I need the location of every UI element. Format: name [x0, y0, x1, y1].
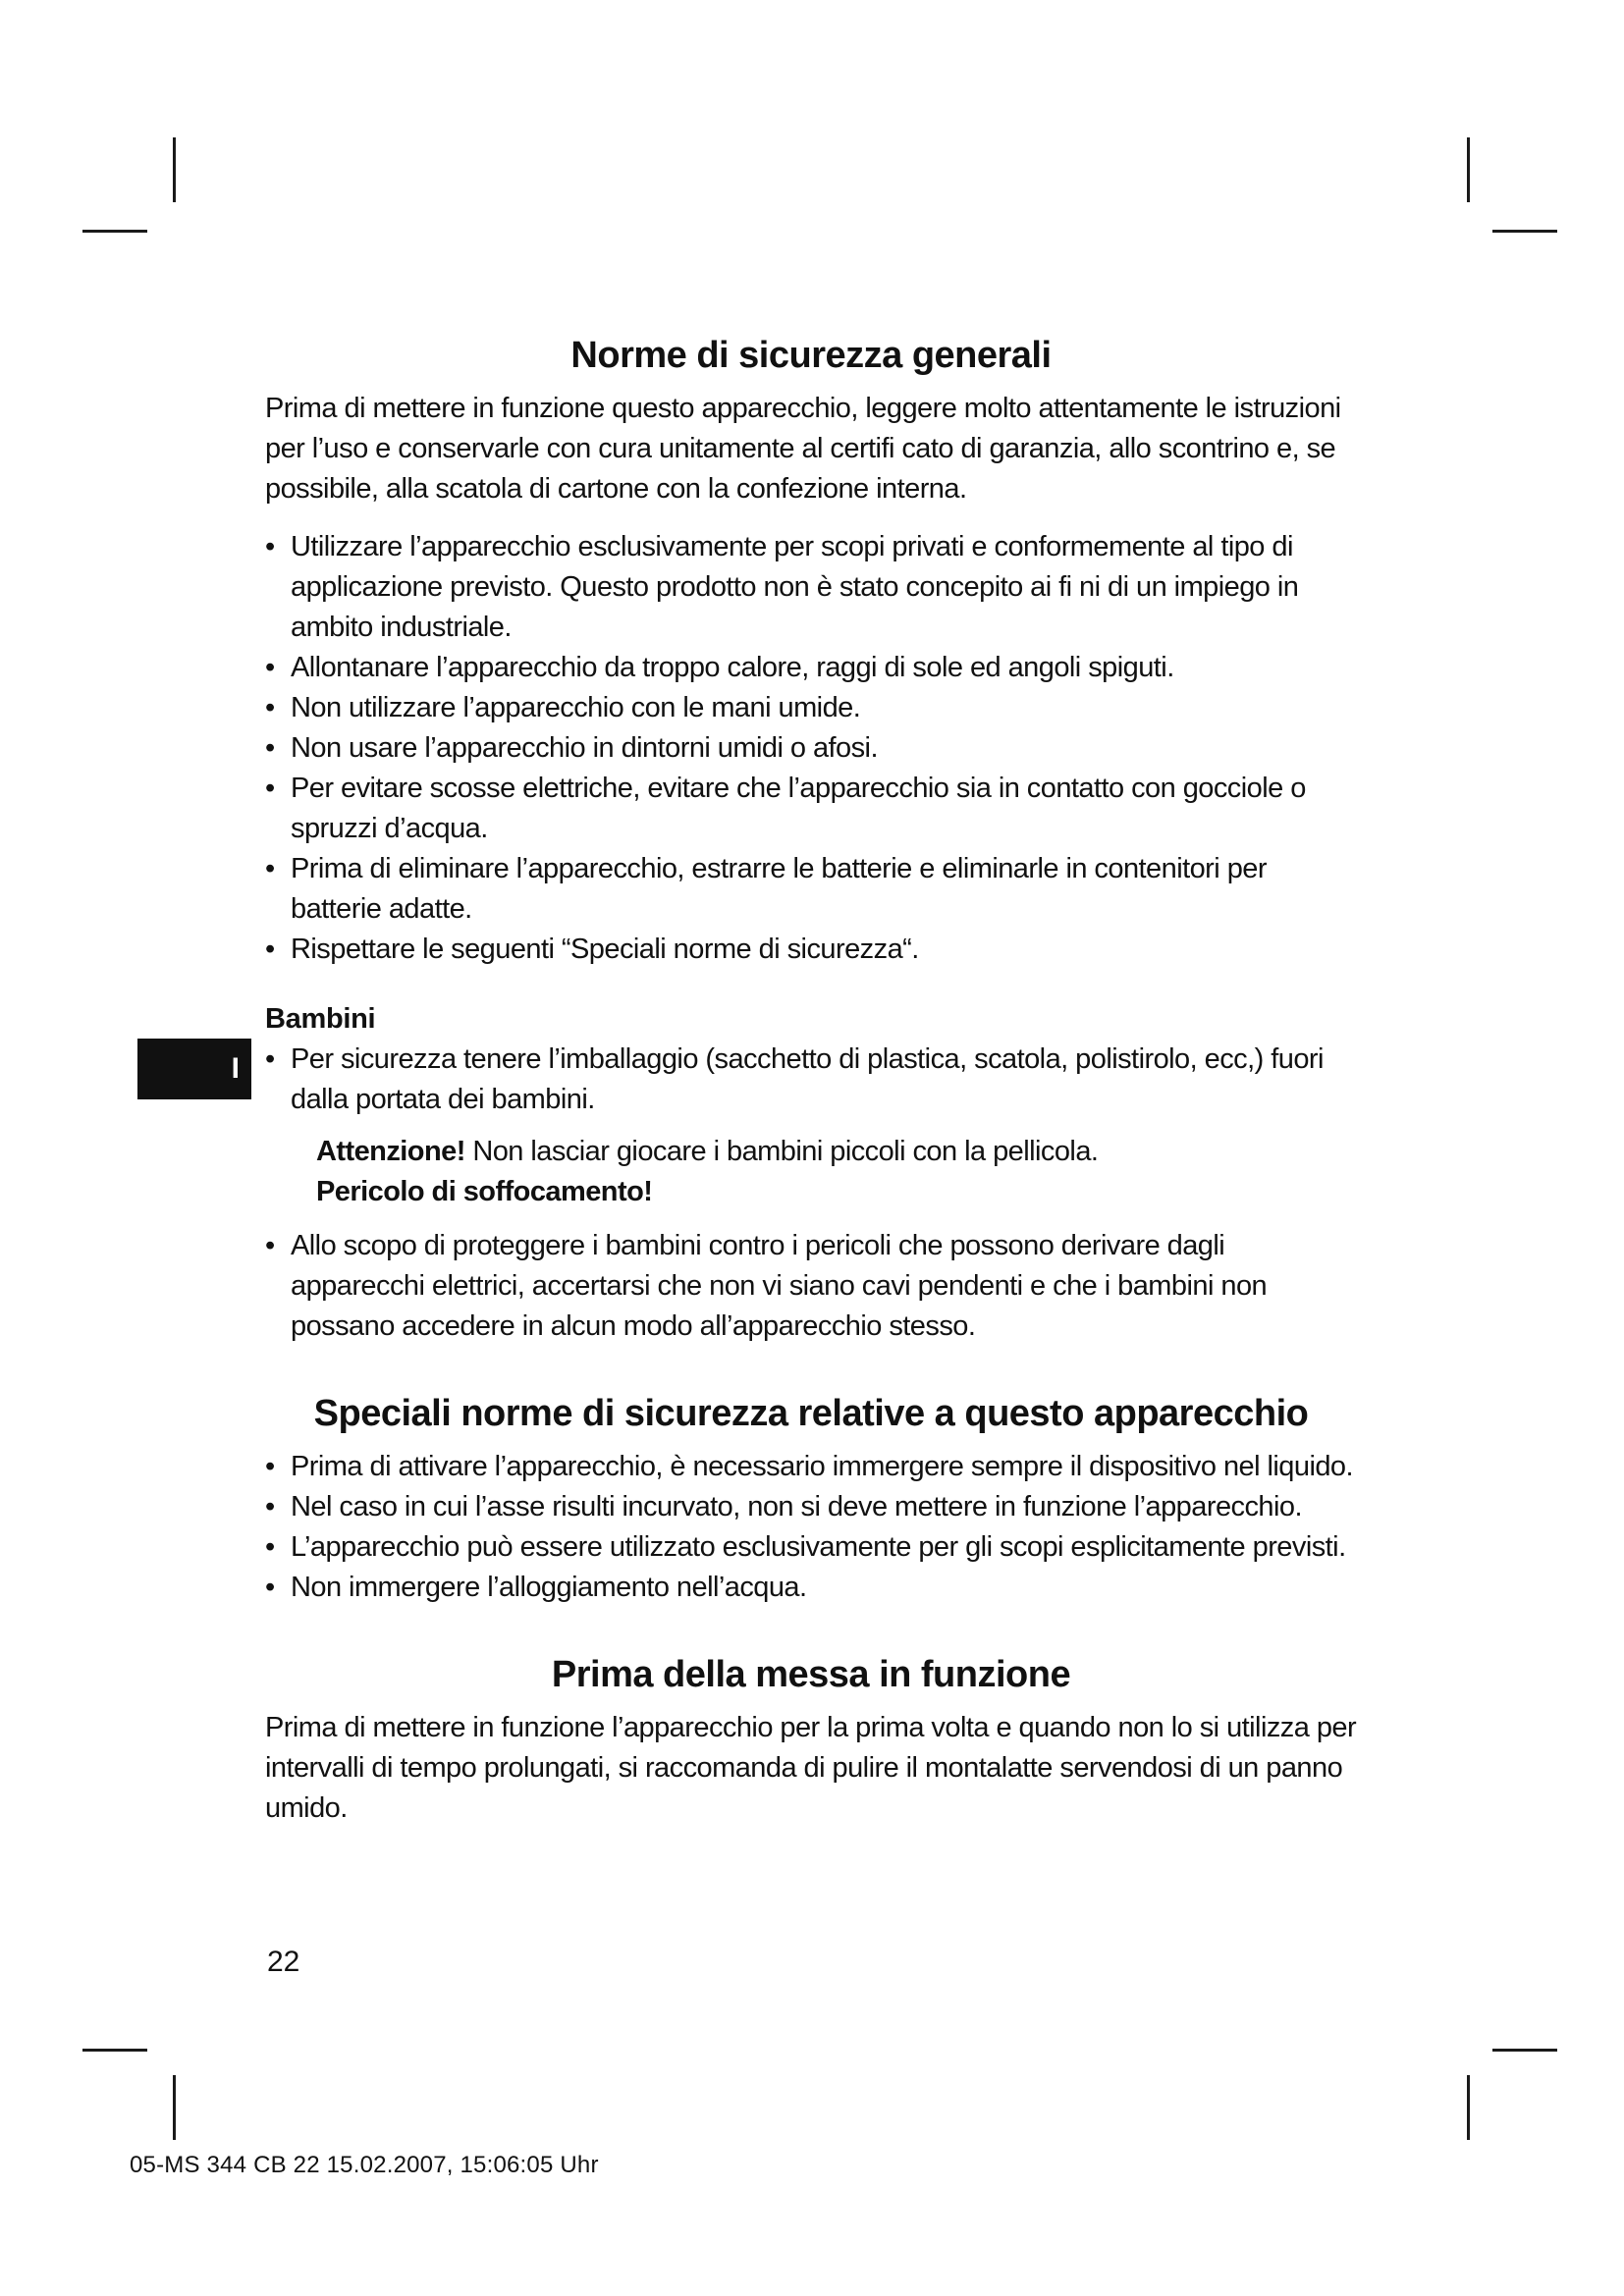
device-safety-section	[265, 1390, 1357, 1608]
children-list-2	[265, 1226, 1357, 1347]
crop-mark	[173, 2075, 176, 2140]
safety-list	[265, 527, 1357, 970]
bullet-icon: •	[265, 732, 275, 764]
crop-mark	[82, 2049, 147, 2052]
crop-mark	[1467, 137, 1470, 202]
list-item: • Prima di attivare l’apparecchio, è necessario immergere sempre il dispositivo nel liquido.	[265, 1447, 1357, 1487]
list-item: • Non usare l’apparecchio in dintorni umidi o afosi.	[265, 728, 1357, 769]
children-list	[265, 1040, 1357, 1120]
list-item: • Prima di eliminare l’apparecchio, estrarre le batterie e eliminarle in contenitori per batterie adatte.	[265, 849, 1357, 930]
bullet-icon: •	[265, 692, 275, 723]
print-slug: 05-MS 344 CB 22 15.02.2007, 15:06:05 Uhr	[130, 2152, 599, 2178]
bullet-icon: •	[265, 773, 275, 804]
warning-notice	[316, 1132, 1357, 1212]
bullet-icon: •	[265, 1043, 275, 1075]
general-safety-section	[265, 332, 1357, 970]
bullet-icon: •	[265, 1491, 275, 1522]
page-number: 22	[267, 1946, 300, 1978]
list-item: • Allontanare l’apparecchio da troppo calore, raggi di sole ed angoli spiguti.	[265, 648, 1357, 688]
device-safety-list	[265, 1447, 1357, 1608]
list-item: • Allo scopo di proteggere i bambini contro i pericoli che possono derivare dagli apparecchi elettrici, accertarsi che non vi siano cavi pendenti e che i bambini non possano accedere in alcun modo all’apparecchio stesso.	[265, 1226, 1357, 1347]
list-item: • Non utilizzare l’apparecchio con le mani umide.	[265, 688, 1357, 728]
page-content	[265, 332, 1357, 1829]
crop-mark	[1492, 230, 1557, 233]
children-section	[265, 999, 1357, 1347]
list-item: • L’apparecchio può essere utilizzato esclusivamente per gli scopi esplicitamente previsti.	[265, 1527, 1357, 1568]
intro-paragraph: Prima di mettere in funzione questo apparecchio, leggere molto attentamente le istruzioni per l’uso e conservarle con cura unitamente al certifi cato di garanzia, allo scontrino e, se possibile, alla scatola di cartone con la confezione interna.	[265, 393, 1341, 505]
list-item: • Utilizzare l’apparecchio esclusivamente per scopi privati e conformemente al tipo di applicazione previsto. Questo prodotto non è stato concepito ai fi ni di un impiego in ambito industriale.	[265, 527, 1357, 648]
list-item: • Rispettare le seguenti “Speciali norme di sicurezza“.	[265, 930, 1357, 970]
section-title: Norme di sicurezza generali	[570, 335, 1052, 376]
section-title: Speciali norme di sicurezza relative a questo apparecchio	[313, 1393, 1309, 1434]
crop-mark	[173, 137, 176, 202]
list-item: • Non immergere l’alloggiamento nell’acqua.	[265, 1568, 1357, 1608]
before-use-paragraph: Prima di mettere in funzione l’apparecchio per la prima volta e quando non lo si utilizza per intervalli di tempo prolungati, si raccomanda di pulire il montalatte servendosi di un panno umido.	[265, 1712, 1357, 1824]
bullet-icon: •	[265, 1572, 275, 1603]
warning-emphasis: Pericolo di soffocamento!	[316, 1176, 653, 1207]
section-title: Prima della messa in funzione	[551, 1654, 1071, 1695]
list-item: • Nel caso in cui l’asse risulti incurvato, non si deve mettere in funzione l’apparecchio.	[265, 1487, 1357, 1527]
bullet-icon: •	[265, 531, 275, 562]
list-item: • Per evitare scosse elettriche, evitare che l’apparecchio sia in contatto con gocciole o spruzzi d’acqua.	[265, 769, 1357, 849]
bullet-icon: •	[265, 652, 275, 683]
warning-text: Non lasciar giocare i bambini piccoli con la pellicola.	[464, 1136, 1099, 1167]
before-use-section	[265, 1651, 1357, 1829]
bullet-icon: •	[265, 853, 275, 884]
crop-mark	[82, 230, 147, 233]
list-item: • Per sicurezza tenere l’imballaggio (sacchetto di plastica, scatola, polistirolo, ecc,) fuori dalla portata dei bambini.	[265, 1040, 1357, 1120]
language-tab: I	[137, 1039, 251, 1099]
subsection-title: Bambini	[265, 1003, 376, 1035]
bullet-icon: •	[265, 1451, 275, 1482]
bullet-icon: •	[265, 1531, 275, 1563]
bullet-icon: •	[265, 934, 275, 965]
warning-label: Attenzione!	[316, 1136, 465, 1167]
bullet-icon: •	[265, 1230, 275, 1261]
crop-mark	[1492, 2049, 1557, 2052]
crop-mark	[1467, 2075, 1470, 2140]
